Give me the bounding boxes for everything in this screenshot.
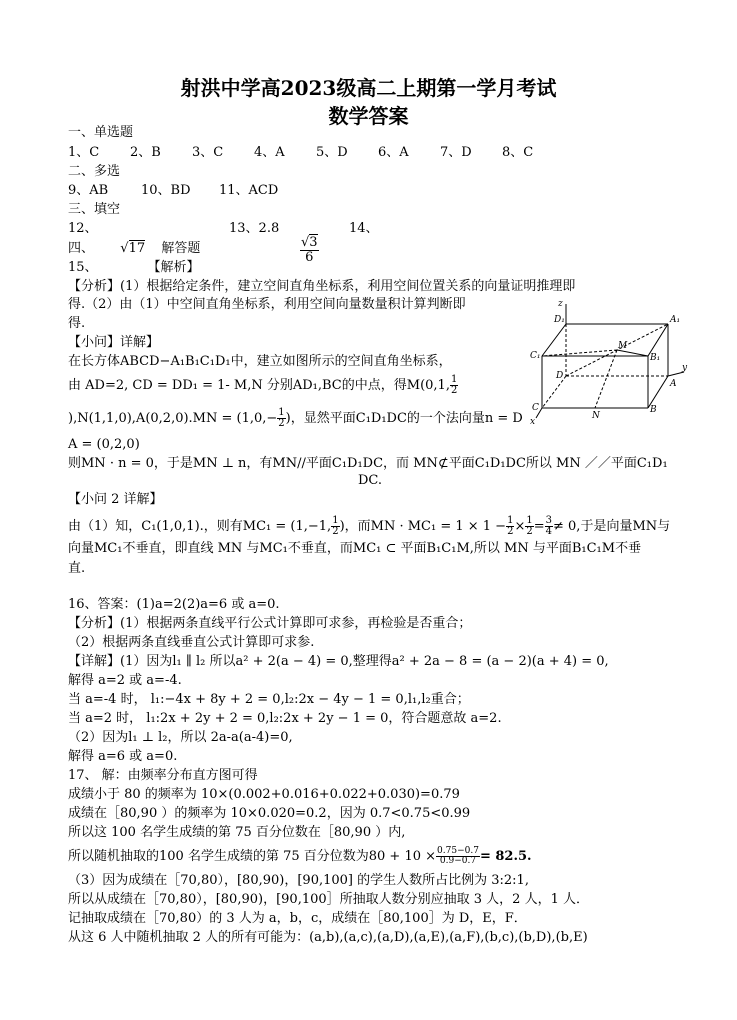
section-fill: 三、填空 [68, 202, 121, 217]
q15-part1-line3 [68, 408, 523, 429]
q17-line5-result: = 82.5. [479, 849, 532, 864]
label-x: x [530, 417, 536, 426]
answer-3: 3、C [192, 145, 224, 160]
q15-number: 15、 [68, 260, 98, 275]
q15-analysis-3: 得. [68, 316, 86, 331]
q17-line5-text: 所以随机抽取的100 名学生成绩的第 75 百分位数为80 + 10 × [68, 849, 437, 864]
half-denominator: 2 [332, 526, 339, 537]
q16-answer: 16、答案：(1)a=2(2)a=6 或 a=0. [68, 597, 280, 612]
three-quarter-denominator: 4 [545, 526, 553, 537]
answer-2: 2、B [130, 145, 161, 160]
q15-part1-line4: A = (0,2,0) [68, 437, 140, 452]
answer-5: 5、D [316, 145, 348, 160]
answer-9: 9、AB [68, 183, 109, 198]
answer-11: 11、ACD [219, 183, 279, 198]
label-d: D [556, 371, 564, 381]
q15-part2-text-e: ≠ 0,于是向量MN与 [553, 519, 671, 534]
q17-frac-numerator: 0.75−0.7 [437, 846, 479, 856]
segment-mn [595, 350, 617, 408]
half-denominator: 2 [526, 526, 533, 537]
q17-frac-denominator: 0.9−0.7 [439, 856, 477, 866]
q15-part1-line3-tail: )，显然平面C₁D₁DC的一个法向量n = D [285, 411, 523, 426]
q15-part1-line6: DC. [358, 473, 383, 488]
half-numerator: 1 [278, 407, 285, 418]
label-n: N [592, 411, 600, 421]
q17-line4: 所以这 100 名学生成绩的第 75 百分位数在［80,90 ）内, [68, 825, 406, 840]
half-numerator: 1 [450, 374, 458, 385]
q15-part1-line1: 在长方体ABCD−A₁B₁C₁D₁中，建立如图所示的空间直角坐标系， [68, 354, 452, 369]
q15-part1-title: 【小问】详解】 [68, 335, 160, 350]
label-a: A [670, 379, 677, 389]
half-denominator: 2 [507, 526, 514, 537]
sqrt-17: √17 [120, 241, 146, 256]
q15-part2-times: × [514, 519, 526, 534]
q15-part1-line2 [68, 375, 458, 396]
q16-detail-6: 解得 a=6 或 a=0. [68, 749, 178, 764]
answer-10: 10、BD [141, 183, 191, 198]
segment-mc1 [542, 350, 617, 356]
q17-line6: （3）因为成绩在［70,80），[80,90)，[90,100] 的学生人数所占比例为 3:2:1, [68, 873, 529, 888]
edge-d1c1 [542, 324, 566, 356]
q17-line9: 从这 6 人中随机抽取 2 人的所有可能为：(a,b),(a,c),(a,D),(a,E),(a,F),(b,c),(b,D),(b,E) [68, 930, 588, 945]
section-four [68, 240, 200, 257]
q16-detail-4: 当 a=2 时， l₁:2x + 2y + 2 = 0,l₂:2x + 2y − 1 = 0，符合题意故 a=2. [68, 711, 502, 726]
q16-analysis-2: （2）根据两条直线垂直公式计算即可求参. [68, 635, 315, 650]
sqrt3-over-6: $\frac{√3}{6}$ [301, 235, 318, 265]
label-c: C [532, 403, 539, 413]
half-numerator: 1 [507, 515, 514, 526]
section-multi-choice: 二、多选 [68, 164, 121, 179]
q16-analysis-1: 【分析】(1）根据两条直线平行公式计算即可求参，再检验是否重合； [68, 616, 472, 631]
answer-8: 8、C [502, 145, 534, 160]
q17-line5 [68, 847, 532, 866]
q17-line3: 成绩在［80,90 ）的频率为 10×0.020=0.2，因为 0.7<0.75<0.99 [68, 806, 471, 821]
q15-part2-text-a: 由（1）知，C₁(1,0,1).，则有MC₁ = (1,−1, [68, 519, 332, 534]
section-single-choice: 一、单选题 [68, 125, 134, 140]
answer-1: 1、C [68, 145, 100, 160]
q15-analysis-1: 【分析】(1）根据给定条件，建立空间直角坐标系，利用空间位置关系的向量证明推理即 [68, 279, 576, 294]
q15-part2-title: 【小问 2 详解】 [68, 492, 163, 507]
q17-line2: 成绩小于 80 的频率为 10×(0.002+0.016+0.022+0.030)=0.79 [68, 787, 460, 802]
q15-part1-line3-text: ),N(1,1,0),A(0,2,0).MN = (1,0,− [68, 411, 278, 426]
q16-detail-1: 【详解】(1）因为l₁ ∥ l₂ 所以a² + 2(a − 4) = 0,整理得a² + 2a − 8 = (a − 2)(a + 4) = 0, [68, 654, 609, 669]
q15-part1-line5: 则MN · n = 0，于是MN ⊥ n，有MN//平面C₁D₁DC，而 MN⊄平面C₁D₁DC所以 MN ／／平面C₁D₁ [68, 456, 668, 471]
q15-part2-line2: 向量MC₁不垂直，即直线 MN 与MC₁不垂直，而MC₁ ⊂ 平面B₁C₁M,所以 MN 与平面B₁C₁M不垂 [68, 541, 642, 556]
q15-part2-text-b: )，而MN · MC₁ = 1 × 1 − [339, 519, 507, 534]
half-denominator: 2 [450, 385, 458, 396]
answer-7: 7、D [440, 145, 472, 160]
answer-13: 13、2.8 [229, 221, 280, 236]
page-title: 射洪中学高2023级高二上期第一学月考试 [180, 76, 557, 100]
half-denominator: 2 [278, 418, 285, 429]
sqrt-17-radicand: 17 [128, 241, 146, 256]
q16-detail-5: （2）因为l₁ ⊥ l₂，所以 2a-a(a-4)=0, [68, 730, 293, 745]
q15-jiexi: 【解析】 [147, 260, 200, 275]
multi-choice-answers [68, 182, 278, 199]
cuboid-figure [528, 298, 688, 426]
page-subtitle: 数学答案 [328, 104, 409, 128]
q15-part2-eq: = [533, 519, 545, 534]
label-y: y [682, 363, 688, 373]
answer-12: 12、 [68, 221, 98, 236]
single-choice-answers [68, 144, 533, 161]
answer-6: 6、A [378, 145, 409, 160]
label-z: z [558, 299, 563, 309]
sqrt3-radicand: 3 [309, 235, 318, 250]
edge-a1b1 [648, 324, 668, 356]
answer-14: 14、 [349, 221, 379, 236]
fill-answers [68, 220, 379, 237]
q15-header [68, 259, 200, 276]
q17-line8: 记抽取成绩在［70,80）的 3 人为 a，b，c，成绩在［80,100］为 D，E，F． [68, 911, 527, 926]
q16-detail-3: 当 a=-4 时， l₁:−4x + 8y + 2 = 0,l₂:2x − 4y − 1 = 0,l₁,l₂重合； [68, 692, 470, 707]
section-four-tail: 解答题 [161, 241, 201, 256]
answer-4: 4、A [254, 145, 285, 160]
section-four-label: 四、 [68, 241, 95, 256]
half-numerator: 1 [526, 515, 533, 526]
q15-part1-line2-text: 由 AD=2, CD = DD₁ = 1- M,N 分别AD₁,BC的中点，得M(0,1, [68, 378, 450, 393]
q16-detail-2: 解得 a=2 或 a=-4. [68, 673, 182, 688]
label-b1: B₁ [650, 353, 661, 363]
label-a1: A₁ [670, 315, 681, 325]
label-b: B [650, 405, 657, 415]
q17-line1: 17、 解：由频率分布直方图可得 [68, 768, 258, 783]
label-d1: D₁ [554, 315, 565, 325]
q17-line7: 所以从成绩在［70,80），[80,90)，[90,100］所抽取人数分别应抽取 3 人，2 人，1 人． [68, 892, 589, 907]
label-c1: C₁ [530, 351, 541, 361]
edge-ba [648, 376, 668, 408]
three-quarter-numerator: 3 [545, 515, 553, 526]
label-m: M [618, 341, 628, 351]
sqrt3-denominator: 6 [305, 250, 314, 265]
q15-part2-line3: 直. [68, 561, 86, 576]
half-numerator: 1 [332, 515, 339, 526]
q15-analysis-2: 得.（2）由（1）中空间直角坐标系，利用空间向量数量积计算判断即 [68, 297, 466, 312]
q15-part2-line1 [68, 516, 670, 537]
